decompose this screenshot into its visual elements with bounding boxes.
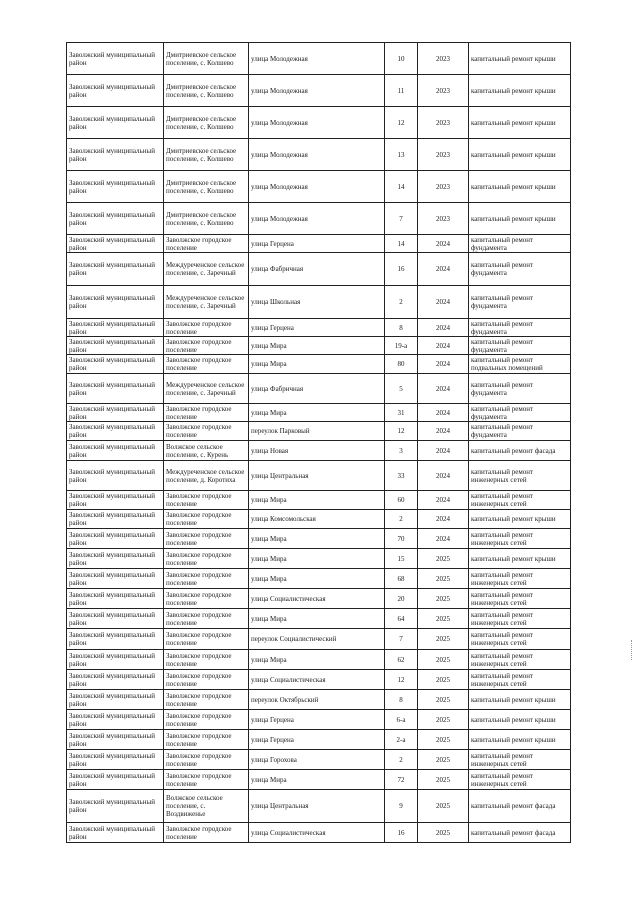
table-row xyxy=(67,422,571,441)
district-cell: Заволжский муниципальный район xyxy=(67,235,164,253)
table-row xyxy=(67,75,571,107)
street-cell: улица Мира xyxy=(249,609,385,629)
street-cell: улица Социалистическая xyxy=(249,670,385,690)
repair-type-cell: капитальный ремонт крыши xyxy=(469,43,571,75)
table-row xyxy=(67,589,571,609)
repair-type-cell: капитальный ремонт крыши xyxy=(469,510,571,529)
repair-type-cell: капитальный ремонт фасада xyxy=(469,790,571,823)
year-cell: 2025 xyxy=(418,670,469,690)
repair-type-cell: капитальный ремонт фундамента xyxy=(469,286,571,319)
settlement-cell: Волжское сельское поселение, с. Курень xyxy=(164,441,249,461)
year-cell: 2025 xyxy=(418,549,469,569)
repair-type-cell: капитальный ремонт фундамента xyxy=(469,319,571,337)
table-row xyxy=(67,139,571,171)
year-cell: 2025 xyxy=(418,823,469,843)
house-number-cell: 6-а xyxy=(385,710,418,730)
settlement-cell: Заволжское городское поселение xyxy=(164,529,249,549)
year-cell: 2024 xyxy=(418,422,469,441)
repair-type-cell: капитальный ремонт крыши xyxy=(469,730,571,750)
street-cell: улица Мира xyxy=(249,569,385,589)
street-cell: улица Герцена xyxy=(249,319,385,337)
repair-type-cell: капитальный ремонт фундамента xyxy=(469,404,571,422)
repair-type-cell: капитальный ремонт инженерных сетей xyxy=(469,629,571,650)
house-number-cell: 14 xyxy=(385,235,418,253)
table-row xyxy=(67,235,571,253)
street-cell: улица Мира xyxy=(249,491,385,510)
house-number-cell: 2 xyxy=(385,750,418,770)
district-cell: Заволжский муниципальный район xyxy=(67,337,164,355)
street-cell: улица Мира xyxy=(249,549,385,569)
district-cell: Заволжский муниципальный район xyxy=(67,43,164,75)
house-number-cell: 2 xyxy=(385,510,418,529)
year-cell: 2023 xyxy=(418,203,469,235)
table-row xyxy=(67,319,571,337)
table-row xyxy=(67,404,571,422)
table-row xyxy=(67,770,571,790)
district-cell: Заволжский муниципальный район xyxy=(67,529,164,549)
repair-type-cell: капитальный ремонт фундамента xyxy=(469,235,571,253)
year-cell: 2024 xyxy=(418,286,469,319)
table-row xyxy=(67,549,571,569)
settlement-cell: Заволжское городское поселение xyxy=(164,355,249,374)
house-number-cell: 5 xyxy=(385,374,418,404)
house-number-cell: 13 xyxy=(385,139,418,171)
table-row xyxy=(67,337,571,355)
district-cell: Заволжский муниципальный район xyxy=(67,690,164,710)
street-cell: улица Центральная xyxy=(249,790,385,823)
repair-type-cell: капитальный ремонт инженерных сетей xyxy=(469,670,571,690)
repair-type-cell: капитальный ремонт подвальных помещений xyxy=(469,355,571,374)
street-cell: улица Фабричная xyxy=(249,374,385,404)
repair-type-cell: капитальный ремонт инженерных сетей xyxy=(469,491,571,510)
year-cell: 2025 xyxy=(418,589,469,609)
district-cell: Заволжский муниципальный район xyxy=(67,171,164,203)
district-cell: Заволжский муниципальный район xyxy=(67,569,164,589)
street-cell: улица Молодежная xyxy=(249,75,385,107)
house-number-cell: 20 xyxy=(385,589,418,609)
street-cell: улица Молодежная xyxy=(249,203,385,235)
repair-type-cell: капитальный ремонт фундамента xyxy=(469,422,571,441)
house-number-cell: 64 xyxy=(385,609,418,629)
settlement-cell: Заволжское городское поселение xyxy=(164,549,249,569)
settlement-cell: Междуреченское сельское поселение, с. Заречный xyxy=(164,374,249,404)
repair-type-cell: капитальный ремонт фундамента xyxy=(469,374,571,404)
year-cell: 2023 xyxy=(418,43,469,75)
year-cell: 2024 xyxy=(418,319,469,337)
settlement-cell: Дмитриевское сельское поселение, с. Колшево xyxy=(164,171,249,203)
repair-type-cell: капитальный ремонт фундамента xyxy=(469,337,571,355)
repair-type-cell: капитальный ремонт крыши xyxy=(469,710,571,730)
year-cell: 2023 xyxy=(418,139,469,171)
repair-type-cell: капитальный ремонт крыши xyxy=(469,690,571,710)
street-cell: улица Социалистическая xyxy=(249,589,385,609)
house-number-cell: 33 xyxy=(385,461,418,491)
repair-type-cell: капитальный ремонт инженерных сетей xyxy=(469,589,571,609)
house-number-cell: 11 xyxy=(385,75,418,107)
repair-type-cell: капитальный ремонт инженерных сетей xyxy=(469,650,571,670)
year-cell: 2024 xyxy=(418,461,469,491)
street-cell: переулок Парковый xyxy=(249,422,385,441)
district-cell: Заволжский муниципальный район xyxy=(67,730,164,750)
district-cell: Заволжский муниципальный район xyxy=(67,491,164,510)
year-cell: 2024 xyxy=(418,337,469,355)
street-cell: улица Школьная xyxy=(249,286,385,319)
repair-type-cell: капитальный ремонт крыши xyxy=(469,549,571,569)
settlement-cell: Заволжское городское поселение xyxy=(164,750,249,770)
district-cell: Заволжский муниципальный район xyxy=(67,203,164,235)
district-cell: Заволжский муниципальный район xyxy=(67,441,164,461)
district-cell: Заволжский муниципальный район xyxy=(67,670,164,690)
street-cell: улица Мира xyxy=(249,337,385,355)
table-row xyxy=(67,529,571,549)
year-cell: 2025 xyxy=(418,629,469,650)
street-cell: улица Горохова xyxy=(249,750,385,770)
settlement-cell: Заволжское городское поселение xyxy=(164,650,249,670)
year-cell: 2024 xyxy=(418,374,469,404)
table-row xyxy=(67,650,571,670)
year-cell: 2025 xyxy=(418,690,469,710)
document-page xyxy=(66,42,570,843)
settlement-cell: Заволжское городское поселение xyxy=(164,670,249,690)
table-row xyxy=(67,730,571,750)
house-number-cell: 16 xyxy=(385,823,418,843)
settlement-cell: Волжское сельское поселение, с. Воздвиженье xyxy=(164,790,249,823)
repair-type-cell: капитальный ремонт фасада xyxy=(469,441,571,461)
table-row xyxy=(67,441,571,461)
house-number-cell: 19-а xyxy=(385,337,418,355)
house-number-cell: 16 xyxy=(385,253,418,286)
district-cell: Заволжский муниципальный район xyxy=(67,609,164,629)
settlement-cell: Дмитриевское сельское поселение, с. Колшево xyxy=(164,139,249,171)
repair-type-cell: капитальный ремонт фасада xyxy=(469,823,571,843)
district-cell: Заволжский муниципальный район xyxy=(67,107,164,139)
street-cell: улица Мира xyxy=(249,404,385,422)
settlement-cell: Заволжское городское поселение xyxy=(164,491,249,510)
district-cell: Заволжский муниципальный район xyxy=(67,549,164,569)
house-number-cell: 70 xyxy=(385,529,418,549)
district-cell: Заволжский муниципальный район xyxy=(67,790,164,823)
street-cell: улица Мира xyxy=(249,650,385,670)
repair-type-cell: капитальный ремонт крыши xyxy=(469,171,571,203)
settlement-cell: Заволжское городское поселение xyxy=(164,235,249,253)
repair-type-cell: капитальный ремонт инженерных сетей xyxy=(469,461,571,491)
settlement-cell: Междуреченское сельское поселение, д. Коротиха xyxy=(164,461,249,491)
house-number-cell: 68 xyxy=(385,569,418,589)
house-number-cell: 2-а xyxy=(385,730,418,750)
table-row xyxy=(67,569,571,589)
street-cell: переулок Октябрьский xyxy=(249,690,385,710)
street-cell: улица Социалистическая xyxy=(249,823,385,843)
house-number-cell: 8 xyxy=(385,319,418,337)
district-cell: Заволжский муниципальный район xyxy=(67,589,164,609)
settlement-cell: Заволжское городское поселение xyxy=(164,609,249,629)
year-cell: 2025 xyxy=(418,730,469,750)
year-cell: 2025 xyxy=(418,569,469,589)
settlement-cell: Заволжское городское поселение xyxy=(164,823,249,843)
settlement-cell: Дмитриевское сельское поселение, с. Колшево xyxy=(164,43,249,75)
table-row xyxy=(67,171,571,203)
district-cell: Заволжский муниципальный район xyxy=(67,404,164,422)
table-row xyxy=(67,710,571,730)
house-number-cell: 2 xyxy=(385,286,418,319)
table-row xyxy=(67,750,571,770)
table-body xyxy=(67,43,571,843)
settlement-cell: Заволжское городское поселение xyxy=(164,770,249,790)
district-cell: Заволжский муниципальный район xyxy=(67,139,164,171)
settlement-cell: Заволжское городское поселение xyxy=(164,510,249,529)
district-cell: Заволжский муниципальный район xyxy=(67,770,164,790)
table-row xyxy=(67,253,571,286)
street-cell: улица Фабричная xyxy=(249,253,385,286)
house-number-cell: 12 xyxy=(385,107,418,139)
district-cell: Заволжский муниципальный район xyxy=(67,355,164,374)
house-number-cell: 8 xyxy=(385,690,418,710)
year-cell: 2025 xyxy=(418,770,469,790)
year-cell: 2023 xyxy=(418,75,469,107)
year-cell: 2024 xyxy=(418,235,469,253)
house-number-cell: 60 xyxy=(385,491,418,510)
street-cell: улица Герцена xyxy=(249,710,385,730)
street-cell: улица Мира xyxy=(249,355,385,374)
housing-repair-table xyxy=(66,42,571,843)
year-cell: 2024 xyxy=(418,529,469,549)
district-cell: Заволжский муниципальный район xyxy=(67,253,164,286)
street-cell: улица Молодежная xyxy=(249,139,385,171)
settlement-cell: Дмитриевское сельское поселение, с. Колшево xyxy=(164,75,249,107)
table-row xyxy=(67,107,571,139)
repair-type-cell: капитальный ремонт инженерных сетей xyxy=(469,529,571,549)
district-cell: Заволжский муниципальный район xyxy=(67,286,164,319)
year-cell: 2023 xyxy=(418,107,469,139)
house-number-cell: 31 xyxy=(385,404,418,422)
settlement-cell: Заволжское городское поселение xyxy=(164,337,249,355)
settlement-cell: Междуреченское сельское поселение, с. Заречный xyxy=(164,253,249,286)
table-row xyxy=(67,461,571,491)
district-cell: Заволжский муниципальный район xyxy=(67,710,164,730)
house-number-cell: 80 xyxy=(385,355,418,374)
house-number-cell: 72 xyxy=(385,770,418,790)
year-cell: 2024 xyxy=(418,404,469,422)
street-cell: улица Молодежная xyxy=(249,171,385,203)
district-cell: Заволжский муниципальный район xyxy=(67,75,164,107)
repair-type-cell: капитальный ремонт крыши xyxy=(469,75,571,107)
settlement-cell: Заволжское городское поселение xyxy=(164,690,249,710)
year-cell: 2025 xyxy=(418,750,469,770)
settlement-cell: Заволжское городское поселение xyxy=(164,422,249,441)
settlement-cell: Заволжское городское поселение xyxy=(164,589,249,609)
district-cell: Заволжский муниципальный район xyxy=(67,319,164,337)
settlement-cell: Дмитриевское сельское поселение, с. Колшево xyxy=(164,107,249,139)
house-number-cell: 10 xyxy=(385,43,418,75)
settlement-cell: Заволжское городское поселение xyxy=(164,404,249,422)
settlement-cell: Заволжское городское поселение xyxy=(164,730,249,750)
year-cell: 2025 xyxy=(418,609,469,629)
district-cell: Заволжский муниципальный район xyxy=(67,510,164,529)
repair-type-cell: капитальный ремонт инженерных сетей xyxy=(469,750,571,770)
table-row xyxy=(67,690,571,710)
street-cell: улица Герцена xyxy=(249,235,385,253)
year-cell: 2024 xyxy=(418,441,469,461)
table-row xyxy=(67,629,571,650)
district-cell: Заволжский муниципальный район xyxy=(67,461,164,491)
street-cell: улица Мира xyxy=(249,770,385,790)
settlement-cell: Дмитриевское сельское поселение, с. Колшево xyxy=(164,203,249,235)
table-row xyxy=(67,491,571,510)
year-cell: 2024 xyxy=(418,510,469,529)
year-cell: 2024 xyxy=(418,355,469,374)
year-cell: 2024 xyxy=(418,253,469,286)
district-cell: Заволжский муниципальный район xyxy=(67,823,164,843)
year-cell: 2023 xyxy=(418,171,469,203)
district-cell: Заволжский муниципальный район xyxy=(67,374,164,404)
district-cell: Заволжский муниципальный район xyxy=(67,750,164,770)
repair-type-cell: капитальный ремонт крыши xyxy=(469,203,571,235)
settlement-cell: Заволжское городское поселение xyxy=(164,569,249,589)
table-row xyxy=(67,510,571,529)
table-row xyxy=(67,203,571,235)
house-number-cell: 62 xyxy=(385,650,418,670)
street-cell: улица Центральная xyxy=(249,461,385,491)
house-number-cell: 3 xyxy=(385,441,418,461)
house-number-cell: 12 xyxy=(385,670,418,690)
repair-type-cell: капитальный ремонт крыши xyxy=(469,107,571,139)
street-cell: улица Комсомольская xyxy=(249,510,385,529)
year-cell: 2025 xyxy=(418,710,469,730)
repair-type-cell: капитальный ремонт инженерных сетей xyxy=(469,569,571,589)
district-cell: Заволжский муниципальный район xyxy=(67,422,164,441)
year-cell: 2025 xyxy=(418,650,469,670)
table-row xyxy=(67,43,571,75)
house-number-cell: 7 xyxy=(385,203,418,235)
scan-artifact xyxy=(631,640,634,660)
house-number-cell: 15 xyxy=(385,549,418,569)
settlement-cell: Заволжское городское поселение xyxy=(164,319,249,337)
repair-type-cell: капитальный ремонт крыши xyxy=(469,139,571,171)
house-number-cell: 7 xyxy=(385,629,418,650)
repair-type-cell: капитальный ремонт фундамента xyxy=(469,253,571,286)
street-cell: улица Герцена xyxy=(249,730,385,750)
table-row xyxy=(67,609,571,629)
table-row xyxy=(67,823,571,843)
house-number-cell: 14 xyxy=(385,171,418,203)
table-row xyxy=(67,355,571,374)
district-cell: Заволжский муниципальный район xyxy=(67,650,164,670)
street-cell: улица Мира xyxy=(249,529,385,549)
table-row xyxy=(67,790,571,823)
street-cell: улица Новая xyxy=(249,441,385,461)
repair-type-cell: капитальный ремонт инженерных сетей xyxy=(469,770,571,790)
street-cell: улица Молодежная xyxy=(249,107,385,139)
table-row xyxy=(67,286,571,319)
district-cell: Заволжский муниципальный район xyxy=(67,629,164,650)
street-cell: переулок Социалистический xyxy=(249,629,385,650)
house-number-cell: 9 xyxy=(385,790,418,823)
table-row xyxy=(67,374,571,404)
year-cell: 2025 xyxy=(418,790,469,823)
table-row xyxy=(67,670,571,690)
settlement-cell: Заволжское городское поселение xyxy=(164,710,249,730)
settlement-cell: Заволжское городское поселение xyxy=(164,629,249,650)
repair-type-cell: капитальный ремонт инженерных сетей xyxy=(469,609,571,629)
year-cell: 2024 xyxy=(418,491,469,510)
street-cell: улица Молодежная xyxy=(249,43,385,75)
settlement-cell: Междуреченское сельское поселение, с. Заречный xyxy=(164,286,249,319)
house-number-cell: 12 xyxy=(385,422,418,441)
